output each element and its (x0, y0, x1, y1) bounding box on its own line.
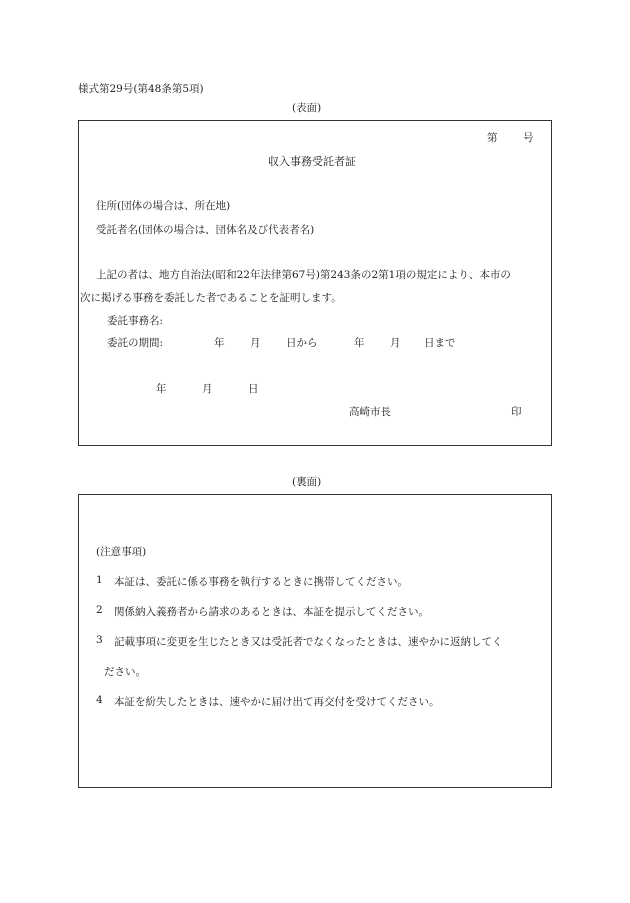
period-month-2: 月 (390, 337, 401, 349)
period-day-until: 日まで (424, 337, 456, 349)
note-2-number: 2 (96, 604, 103, 616)
task-name-label: 委託事務名: (107, 315, 164, 327)
number-dai: 第 (487, 132, 498, 144)
front-certificate-box (78, 120, 552, 446)
period-year-2: 年 (354, 337, 365, 349)
back-side-label: (裏面) (292, 476, 322, 488)
period-label: 委託の期間: (107, 337, 164, 349)
front-side-label: (表面) (292, 102, 322, 114)
note-4-number: 4 (96, 694, 103, 706)
note-2-text: 関係納入義務者から請求のあるときは、本証を提示してください。 (114, 606, 429, 618)
body-text-line-1: 上記の者は、地方自治法(昭和22年法律第67号)第243条の2第1項の規定により、本市の (96, 269, 511, 281)
period-year-1: 年 (214, 337, 225, 349)
period-month-1: 月 (250, 337, 261, 349)
note-4-text: 本証を紛失したときは、速やかに届け出て再交付を受けてください。 (114, 696, 440, 708)
number-go: 号 (523, 132, 534, 144)
back-notes-box (78, 494, 552, 788)
consignee-name-label: 受託者名(団体の場合は、団体名及び代表者名) (96, 224, 315, 236)
issue-day: 日 (248, 383, 259, 395)
note-3-text: 記載事項に変更を生じたとき又は受託者でなくなったときは、速やかに返納してく (114, 636, 503, 648)
body-text-line-2: 次に掲げる事務を委託した者であることを証明します。 (80, 292, 342, 304)
notes-heading: (注意事項) (96, 546, 147, 558)
issuer-name: 高崎市長 (349, 406, 391, 418)
seal-mark: 印 (511, 406, 522, 418)
note-3-continuation: ださい。 (104, 666, 146, 678)
issue-month: 月 (202, 383, 213, 395)
address-label: 住所(団体の場合は、所在地) (96, 200, 231, 212)
certificate-title: 収入事務受託者証 (268, 155, 356, 168)
note-3-number: 3 (96, 634, 103, 646)
note-1-text: 本証は、委託に係る事務を執行するときに携帯してください。 (114, 576, 408, 588)
issue-year: 年 (156, 383, 167, 395)
note-1-number: 1 (96, 574, 103, 586)
form-number-label: 様式第29号(第48条第5項) (78, 83, 204, 95)
period-day-from: 日から (286, 337, 318, 349)
